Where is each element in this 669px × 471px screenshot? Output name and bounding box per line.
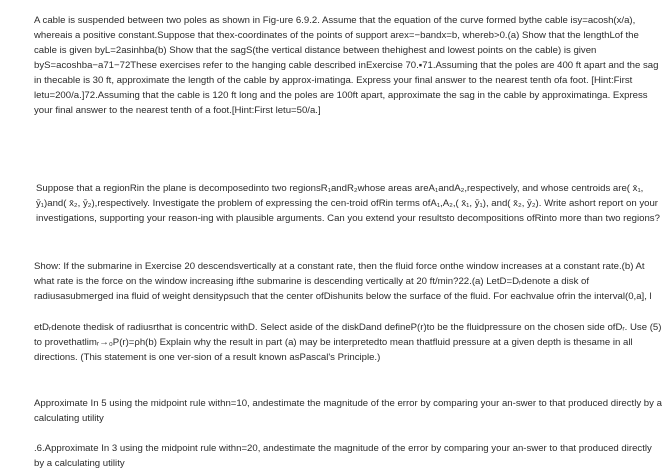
paragraph-hanging-cable: A cable is suspended between two poles as shown in Fig-ure 6.9.2. Assume that the equation of the curve formed bythe cable isy=acosh(x/a), whereais a positive constant.Suppose that thex-coordinates of the points of support arex=−bandx=b, whereb>0.(a) Show that the lengthLof the cable is given byL=2asinhba(b) Show that the sagS(the vertical distance between thehighest and lowest points on the cable) is given byS=acoshba−a71−72These exercises refer to the hanging cable described inExercise 70.▪71.Assuming that the poles are 400 ft apart and the sag in thecable is 30 ft, approximate the length of the cable by approx-imatinga. Express your final answer to the nearest tenth ofa foot. [Hint:First letu=200/a.]72.Assuming that the cable is 120 ft long and the poles are 100ft apart, approximate the sag in the cable by approximatinga. Express your final answer to the nearest tenth of a foot.[Hint:First letu=50/a.] bbox=[34, 15, 659, 116]
paragraph-fluid-pressure-disk: etDᵣdenote thedisk of radiusrthat is concentric withD. Select aside of the diskDand defineP(r)to be the fluidpressure on the chosen side ofDᵣ. Use (5) to provethatlimᵣ→₀P(r)=ρh(b) Explain why the result in part (a) may be interpretedto mean thatfluid pressure at a given depth is thesame in all directions. (This statement is one ver-sion of a result known asPascal's Principle.) bbox=[34, 322, 662, 363]
paragraph-submarine-fluid-force: Show: If the submarine in Exercise 20 descendsvertically at a constant rate, then the fluid force onthe window increases at a constant rate.(b) At what rate is the force on the window increasing ifthe submarine is descending vertically at 20 ft/min?22.(a) LetD=Dᵣdenote a disk of radiusasubmerged ina fluid of weight densityρsuch that the center ofDishunits below the surface of the fluid. For eachvalue ofrin the interval(0,a], l bbox=[34, 261, 652, 302]
paragraph-centroid-region: Suppose that a regionRin the plane is decomposedinto two regionsR₁andR₂whose areas areA₁andA₂,respectively, and whose centroids are( x̄₁, ȳ₁)and( x̄₂, ȳ₂),respectively. Investigate the problem of expressing the cen-troid ofRin terms ofA₁,A₂,( x̄₁, ȳ₁), and( x̄₂, ȳ₂). Write ashort report on your investigations, supporting your reason-ing with plausible arguments. Can you extend your resultsto decompositions ofRinto more than two regions? bbox=[36, 183, 660, 224]
paragraph-midpoint-rule-ln3: .6.Approximate In 3 using the midpoint rule withn=20, andestimate the magnitude of the error by comparing your an-swer to that produced directly by a calculating utility bbox=[34, 443, 652, 469]
paragraph-midpoint-rule-ln5: Approximate In 5 using the midpoint rule withn=10, andestimate the magnitude of the error by comparing your an-swer to that produced directly by a calculating utility bbox=[34, 398, 662, 424]
